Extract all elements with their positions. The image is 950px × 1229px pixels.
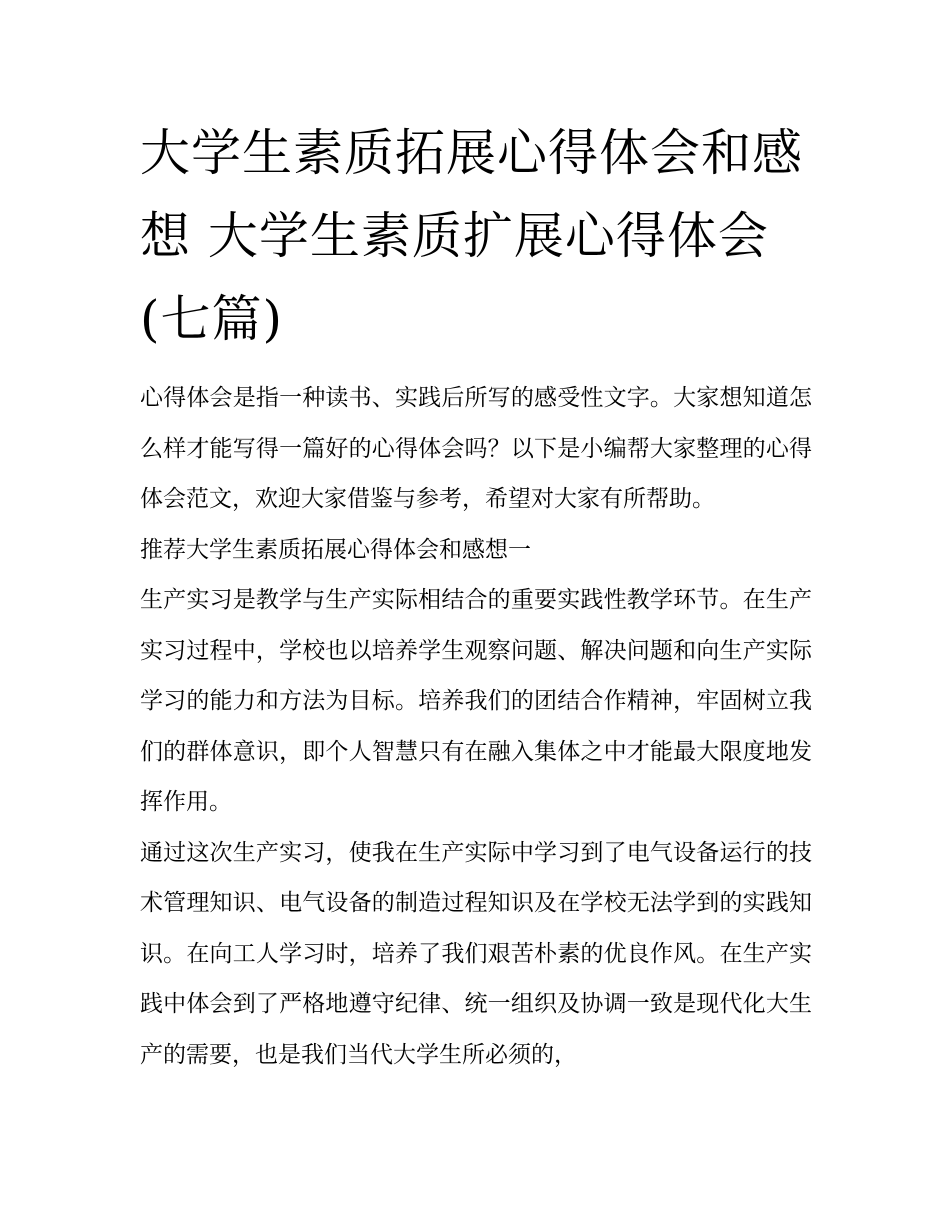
document-body (140, 373, 812, 1080)
body-paragraph: 生产实习是教学与生产实际相结合的重要实践性教学环节。在生产实习过程中，学校也以培养学生观察问题、解决问题和向生产实际学习的能力和方法为目标。培养我们的团结合作精神，牢固树立我们的群体意识，即个人智慧只有在融入集体之中才能最大限度地发挥作用。 (140, 587, 812, 815)
document-title: 大学生素质拓展心得体会和感想 大学生素质扩展心得体会(七篇) (140, 124, 803, 348)
body-paragraph: 通过这次生产实习，使我在生产实际中学习到了电气设备运行的技术管理知识、电气设备的制造过程知识及在学校无法学到的实践知识。在向工人学习时，培养了我们艰苦朴素的优良作风。在生产实践中体会到了严格地遵守纪律、统一组织及协调一致是现代化大生产的需要，也是我们当代大学生所必须的， (140, 839, 812, 1068)
intro-paragraph: 心得体会是指一种读书、实践后所写的感受性文字。大家想知道怎么样才能写得一篇好的心得体会吗？以下是小编帮大家整理的心得体会范文，欢迎大家借鉴与参考，希望对大家有所帮助。 (140, 385, 812, 512)
document-page (140, 112, 812, 1080)
section-heading: 推荐大学生素质拓展心得体会和感想一 (140, 536, 531, 563)
